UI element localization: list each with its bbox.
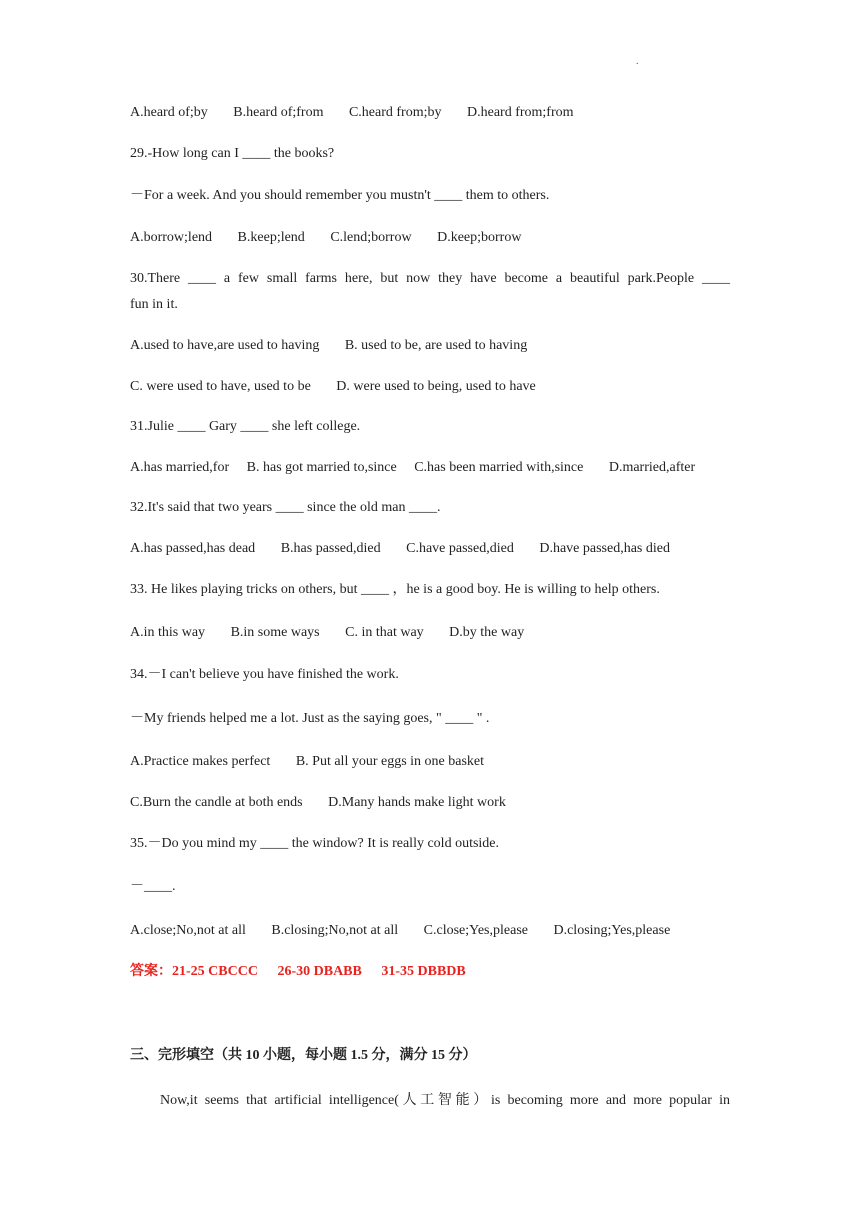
- q28-option-a: A.heard of;by: [130, 105, 208, 120]
- q29-option-d: D.keep;borrow: [437, 230, 522, 245]
- q30-options-row1: [130, 337, 527, 355]
- q34-option-b: B. Put all your eggs in one basket: [295, 754, 485, 769]
- q35-option-a: A.close;No,not at all: [130, 923, 246, 938]
- q29-option-a: A.borrow;lend: [130, 230, 213, 245]
- q30-option-b: B. used to be, are used to having: [344, 338, 528, 353]
- answer-key-part2: 26-30 DBABB: [277, 964, 362, 979]
- q32-options: [130, 540, 670, 558]
- passage-first-line: Now,it seems that artificial intelligence(人工智能）is becoming more and more popular in: [160, 1093, 730, 1108]
- q31-option-c: C.has been married with,since: [414, 460, 584, 475]
- q33-options: [130, 624, 524, 642]
- q35-response: －____.: [130, 879, 176, 894]
- q33-option-c: C. in that way: [345, 625, 424, 640]
- q28-option-c: C.heard from;by: [348, 105, 442, 120]
- q30-question: 30.There ____ a few small farms here, but now they have become a beautiful park.People ____: [130, 271, 730, 286]
- q34-response: －My friends helped me a lot. Just as the saying goes, " ____ " .: [130, 711, 490, 726]
- q31-options: [130, 459, 695, 477]
- q33-option-b: B.in some ways: [230, 625, 320, 640]
- q35-question: 35.－Do you mind my ____ the window? It is really cold outside.: [130, 836, 500, 851]
- answer-key-part1: 答案：21-25 CBCCC: [130, 964, 258, 979]
- q32-option-a: A.has passed,has dead: [130, 541, 256, 556]
- section-3-title: 三、完形填空（共 10 小题，每小题 1.5 分，满分 15 分）: [130, 1048, 477, 1063]
- q30-option-c: C. were used to have, used to be: [130, 379, 311, 394]
- q32-option-c: C.have passed,died: [406, 541, 514, 556]
- q32-option-b: B.has passed,died: [280, 541, 381, 556]
- q35-option-d: D.closing;Yes,please: [553, 923, 671, 938]
- q35-options: [130, 922, 670, 940]
- q31-option-d: D.married,after: [608, 460, 696, 475]
- q30-option-d: D. were used to being, used to have: [336, 379, 536, 394]
- answer-key: [130, 963, 482, 981]
- q29-options: [130, 229, 521, 247]
- q31-question: 31.Julie ____ Gary ____ she left college.: [130, 419, 361, 434]
- q28-options: [130, 104, 574, 122]
- q33-option-a: A.in this way: [130, 625, 206, 640]
- header-mark: .: [636, 56, 639, 67]
- q34-options-row1: [130, 753, 484, 771]
- answer-key-part3: 31-35 DBBDB: [381, 964, 466, 979]
- q31-option-b: B. has got married to,since: [246, 460, 397, 475]
- q30-option-a: A.used to have,are used to having: [130, 338, 320, 353]
- q34-options-row2: [130, 794, 506, 812]
- q32-question: 32.It's said that two years ____ since the old man ____.: [130, 500, 441, 515]
- q31-option-a: A.has married,for: [130, 460, 230, 475]
- q29-question: 29.-How long can I ____ the books?: [130, 146, 335, 161]
- q34-option-a: A.Practice makes perfect: [130, 754, 271, 769]
- q34-option-d: D.Many hands make light work: [328, 795, 506, 810]
- q29-response: －For a week. And you should remember you mustn't ____ them to others.: [130, 188, 550, 203]
- q32-option-d: D.have passed,has died: [539, 541, 670, 556]
- q35-option-b: B.closing;No,not at all: [271, 923, 399, 938]
- q33-question: 33. He likes playing tricks on others, but ____ ，he is a good boy. He is willing to help others.: [130, 582, 660, 597]
- q34-option-c: C.Burn the candle at both ends: [130, 795, 303, 810]
- q28-option-d: D.heard from;from: [467, 105, 574, 120]
- q28-option-b: B.heard of;from: [233, 105, 324, 120]
- q35-option-c: C.close;Yes,please: [423, 923, 528, 938]
- q30-options-row2: [130, 378, 536, 396]
- q30-question-cont: fun in it.: [130, 297, 178, 312]
- q29-option-c: C.lend;borrow: [330, 230, 412, 245]
- q29-option-b: B.keep;lend: [237, 230, 305, 245]
- q33-option-d: D.by the way: [449, 625, 525, 640]
- q34-question: 34.－I can't believe you have finished the work.: [130, 667, 399, 682]
